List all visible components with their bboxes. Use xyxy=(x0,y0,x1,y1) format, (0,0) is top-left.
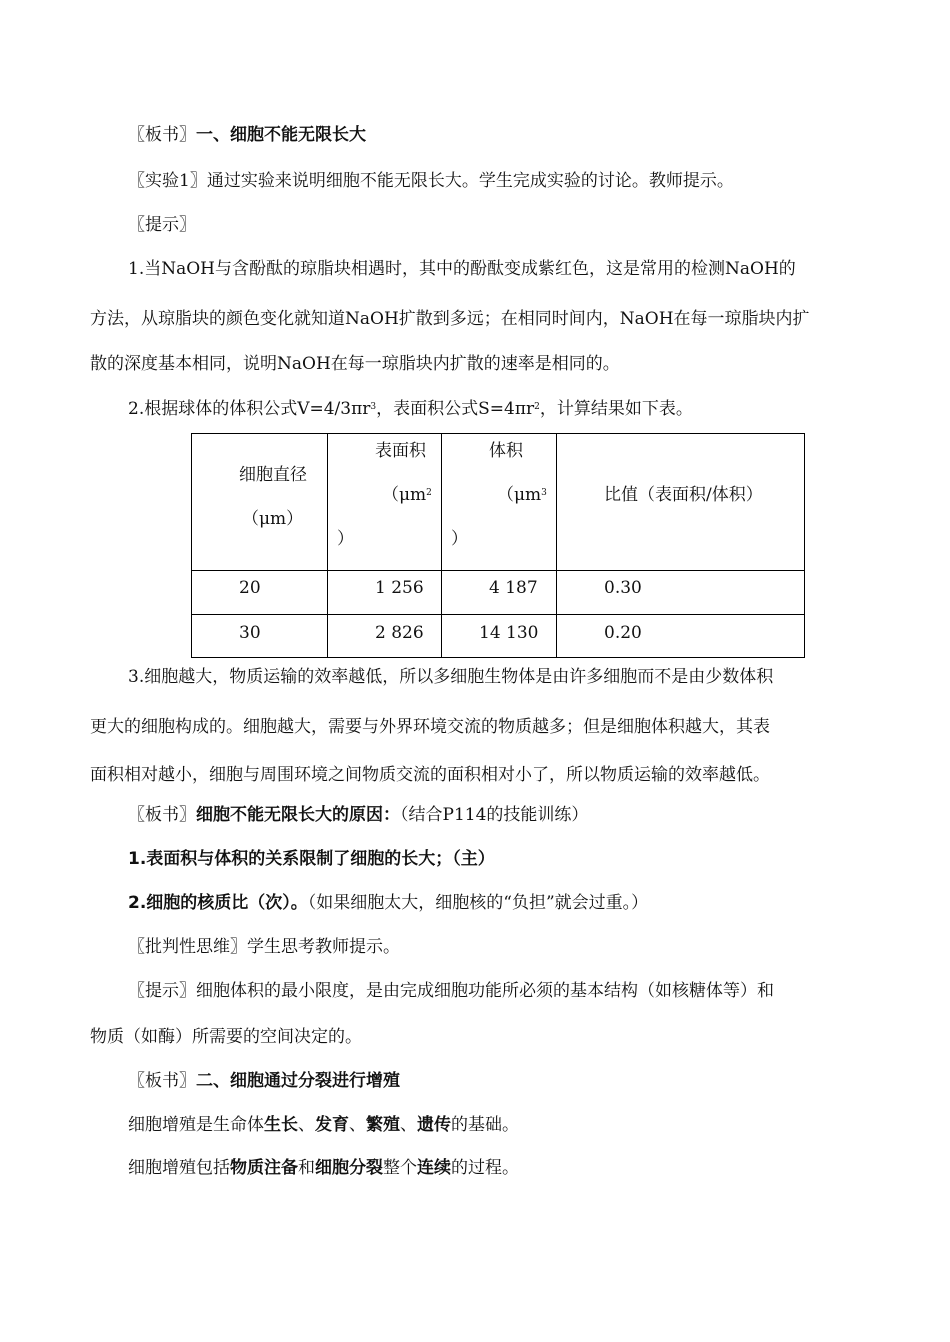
cell-diameter: 30 xyxy=(239,623,261,643)
reason-2-bold: 2.细胞的核质比（次）。 xyxy=(128,893,308,913)
section-title: 二、细胞通过分裂进行增殖 xyxy=(196,1071,400,1091)
cell-volume: 4 187 xyxy=(489,578,538,598)
paragraph-3-line-2: 更大的细胞构成的。细胞越大，需要与外界环境交流的物质越多；但是细胞体积越大，其表 xyxy=(90,717,770,737)
reason-2-note: （如果细胞太大，细胞核的“负担”就会过重。） xyxy=(307,893,649,913)
header-diameter-unit: （μm） xyxy=(242,509,304,529)
cell-surface: 2 826 xyxy=(375,623,424,643)
cell-ratio: 0.30 xyxy=(604,578,642,598)
section-title: 一、细胞不能无限长大 xyxy=(196,125,366,145)
paragraph-2 xyxy=(128,398,693,420)
cell-diameter: 20 xyxy=(239,578,261,598)
reasons-title: 细胞不能无限长大的原因： xyxy=(196,805,400,825)
experiment-1: 〖实验1〗通过实验来说明细胞不能无限长大。学生完成实验的讨论。教师提示。 xyxy=(128,171,734,191)
header-volume-unit: （$\mu m^3$ xyxy=(497,485,547,505)
board-tag: 〖板书〗 xyxy=(128,1071,196,1091)
paragraph-3-line-3: 面积相对越小，细胞与周围环境之间物质交流的面积相对小了，所以物质运输的效率越低。 xyxy=(90,765,770,785)
table-divider xyxy=(327,434,328,657)
table-divider xyxy=(192,614,804,615)
header-surface-unit: （$\mu m^2$ xyxy=(382,485,432,505)
critical-thinking: 〖批判性思维〗学生思考教师提示。 xyxy=(128,937,400,957)
proliferation-line-2: 细胞增殖包括物质注备和细胞分裂整个连续的过程。 xyxy=(128,1158,519,1178)
formula-surface: ，表面积公式S=4πr xyxy=(376,399,535,419)
reason-1: 1.表面积与体积的关系限制了细胞的长大；（主） xyxy=(128,849,495,869)
cell-ratio: 0.20 xyxy=(604,623,642,643)
table-divider xyxy=(441,434,442,657)
header-diameter: 细胞直径 xyxy=(239,465,307,485)
header-volume: 体积 xyxy=(489,441,523,461)
ratio-table xyxy=(191,433,805,658)
header-surface: 表面积 xyxy=(375,441,426,461)
paragraph-1-line-1: 1.当NaOH与含酚酞的琼脂块相遇时，其中的酚酞变成紫红色，这是常用的检测NaOH的 xyxy=(128,259,796,279)
board-heading-1 xyxy=(128,124,366,146)
board-tag: 〖板书〗 xyxy=(128,125,196,145)
cell-surface: 1 256 xyxy=(375,578,424,598)
header-surface-close: ） xyxy=(337,529,354,549)
superscript: 2 xyxy=(534,402,540,412)
paragraph-1-line-2: 方法，从琼脂块的颜色变化就知道NaOH扩散到多远；在相同时间内，NaOH在每一琼脂块内扩 xyxy=(90,309,810,329)
table-divider xyxy=(192,570,804,571)
proliferation-line-1: 细胞增殖是生命体生长、发育、繁殖、遗传的基础。 xyxy=(128,1115,519,1135)
header-volume-close: ） xyxy=(451,529,468,549)
paragraph-3-line-1: 3.细胞越大，物质运输的效率越低，所以多细胞生物体是由许多细胞而不是由少数体积 xyxy=(128,667,774,687)
formula-volume: 2.根据球体的体积公式V=4/3πr xyxy=(128,399,371,419)
superscript: 3 xyxy=(370,402,377,412)
board-tag: 〖板书〗 xyxy=(128,805,196,825)
reasons-note: （结合P114的技能训练） xyxy=(400,805,589,825)
hint-2-line-2: 物质（如酶）所需要的空间决定的。 xyxy=(90,1027,362,1047)
reason-2 xyxy=(128,892,648,914)
table-divider xyxy=(556,434,557,657)
hint-tag: 〖提示〗 xyxy=(128,215,196,235)
board-heading-2 xyxy=(128,804,588,826)
header-ratio: 比值（表面积/体积） xyxy=(604,485,763,505)
cell-volume: 14 130 xyxy=(479,623,539,643)
paragraph-1-line-3: 散的深度基本相同，说明NaOH在每一琼脂块内扩散的速率是相同的。 xyxy=(90,354,620,374)
hint-2-line-1: 〖提示〗细胞体积的最小限度，是由完成细胞功能所必须的基本结构（如核糖体等）和 xyxy=(128,981,774,1001)
board-heading-3 xyxy=(128,1070,400,1092)
formula-tail: ，计算结果如下表。 xyxy=(539,399,693,419)
